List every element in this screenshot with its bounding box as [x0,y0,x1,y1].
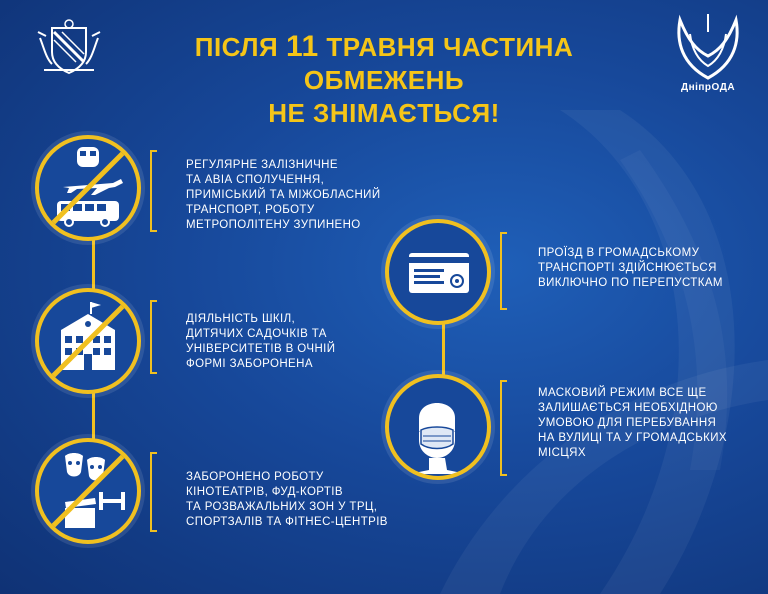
face-mask-circle [385,374,491,480]
entertainment-icon [39,442,137,540]
item-text: ЗАБОРОНЕНО РОБОТУ КІНОТЕАТРІВ, ФУД-КОРТІВ ТА РОЗВАЖАЛЬНИХ ЗОН У ТРЦ, СПОРТЗАЛІВ ТА ФІТНЕС-ЦЕНТРІВ [186,471,388,528]
text-bracket [500,232,507,310]
text-bracket [500,380,507,476]
school-icon [39,292,137,390]
pass-card-icon [389,223,487,321]
text-bracket [150,452,157,532]
text-bracket [150,300,157,374]
item-text: ПРОЇЗД В ГРОМАДСЬКОМУ ТРАНСПОРТІ ЗДІЙСНЮЄТЬСЯ ВИКЛЮЧНО ПО ПЕРЕПУСТКАМ [538,247,723,289]
school-circle [35,288,141,394]
face-mask-icon [389,378,487,476]
item-text: РЕГУЛЯРНЕ ЗАЛІЗНИЧНЕ ТА АВІА СПОЛУЧЕННЯ, ПРИМІСЬКИЙ ТА МІЖОБЛАСНИЙ ТРАНСПОРТ, РОБОТУ МЕТРОПОЛІТЕНУ ЗУПИНЕНО [186,159,381,231]
page-title: ПІСЛЯ 11 ТРАВНЯ ЧАСТИНА ОБМЕЖЕНЬ НЕ ЗНІМАЄТЬСЯ! [194,30,574,128]
logo-label: ДніпрОДА [680,82,736,93]
pass-card-circle [385,219,491,325]
transport-icon [39,139,137,237]
item-text: МАСКОВИЙ РЕЖИМ ВСЕ ЩЕ ЗАЛИШАЄТЬСЯ НЕОБХІДНОЮ УМОВОЮ ДЛЯ ПЕРЕБУВАННЯ НА ВУЛИЦІ ТА У ГРОМАДСЬКИХ МІСЦЯХ [538,387,727,459]
coat-of-arms-icon [36,18,102,76]
entertainment-circle [35,438,141,544]
text-bracket [150,150,157,232]
item-text: ДІЯЛЬНІСТЬ ШКІЛ, ДИТЯЧИХ САДОЧКІВ ТА УНІВЕРСИТЕТІВ В ОЧНІЙ ФОРМІ ЗАБОРОНЕНА [186,313,336,370]
transport-circle [35,135,141,241]
